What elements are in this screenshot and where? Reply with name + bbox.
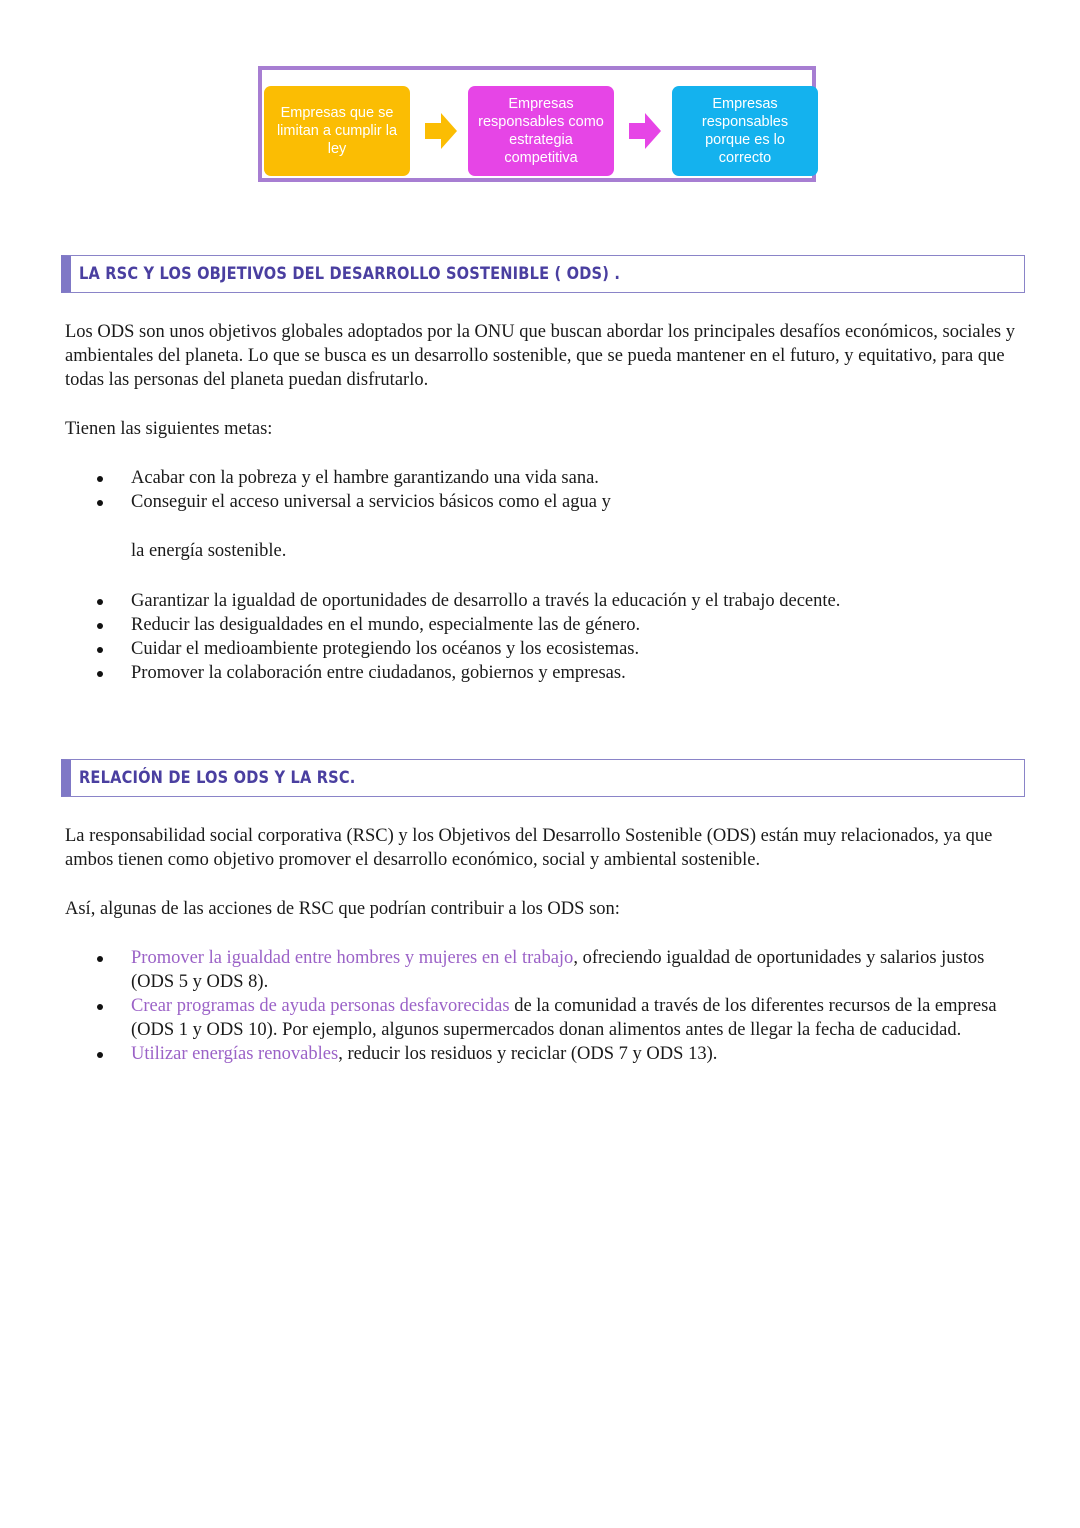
arrow-right-icon [425,113,457,149]
list-item: Promover la igualdad entre hombres y mujeres en el trabajo, ofreciendo igualdad de oportunidades y salarios justos (ODS 5 y ODS 8). [0,946,1010,994]
section-heading-relacion [61,759,1025,797]
relacion-intro-paragraph: La responsabilidad social corporativa (RSC) y los Objetivos del Desarrollo Sostenible (ODS) están muy relacionados, ya que ambos tienen como objetivo promover el desarrollo económico, social y ambiental sostenible. [65,826,993,870]
list-item: Conseguir el acceso universal a servicios básicos como el agua y [0,490,1020,514]
metas-list-b [0,589,1020,685]
section-title: RELACIÓN DE LOS ODS Y LA RSC. [79,768,356,788]
metas-lead: Tienen las siguientes metas: [65,419,273,439]
flow-step-estrategia: Empresas responsables como estrategia competitiva [468,86,614,176]
ods-intro-paragraph: Los ODS son unos objetivos globales adoptados por la ONU que buscan abordar los principales desafíos económicos, sociales y ambientales del planeta. Lo que se busca es un desarrollo sostenible, que se pueda mantener en el futuro, y equitativo, para que todas las personas del planeta puedan disfrutarlo. [65,322,1015,390]
section-title: LA RSC Y LOS OBJETIVOS DEL DESARROLLO SOSTENIBLE ( ODS) . [79,264,621,284]
rsc-flow-diagram [258,66,816,182]
arrow-right-icon [629,113,661,149]
metas-list-a [0,466,1020,514]
flow-step-correcto: Empresas responsables porque es lo correcto [672,86,818,176]
section-heading-rsc-ods [61,255,1025,293]
list-item: Promover la colaboración entre ciudadanos, gobiernos y empresas. [0,661,1020,685]
list-item: Utilizar energías renovables, reducir los residuos y reciclar (ODS 7 y ODS 13). [0,1042,1010,1066]
flow-step-cumplir-ley: Empresas que se limitan a cumplir la ley [264,86,410,176]
acciones-list [0,946,1010,1066]
list-item: Reducir las desigualdades en el mundo, especialmente las de género. [0,613,1020,637]
list-item: Acabar con la pobreza y el hambre garantizando una vida sana. [0,466,1020,490]
list-item: Crear programas de ayuda personas desfavorecidas de la comunidad a través de los diferentes recursos de la empresa (ODS 1 y ODS 10). Por ejemplo, algunos supermercados donan alimentos antes de llegar la fecha de caducidad. [0,994,1010,1042]
list-item: Cuidar el medioambiente protegiendo los océanos y los ecosistemas. [0,637,1020,661]
acciones-lead: Así, algunas de las acciones de RSC que podrían contribuir a los ODS son: [65,899,620,919]
list-item: Garantizar la igualdad de oportunidades de desarrollo a través la educación y el trabajo decente. [0,589,1020,613]
metas-continuation: la energía sostenible. [131,541,287,561]
